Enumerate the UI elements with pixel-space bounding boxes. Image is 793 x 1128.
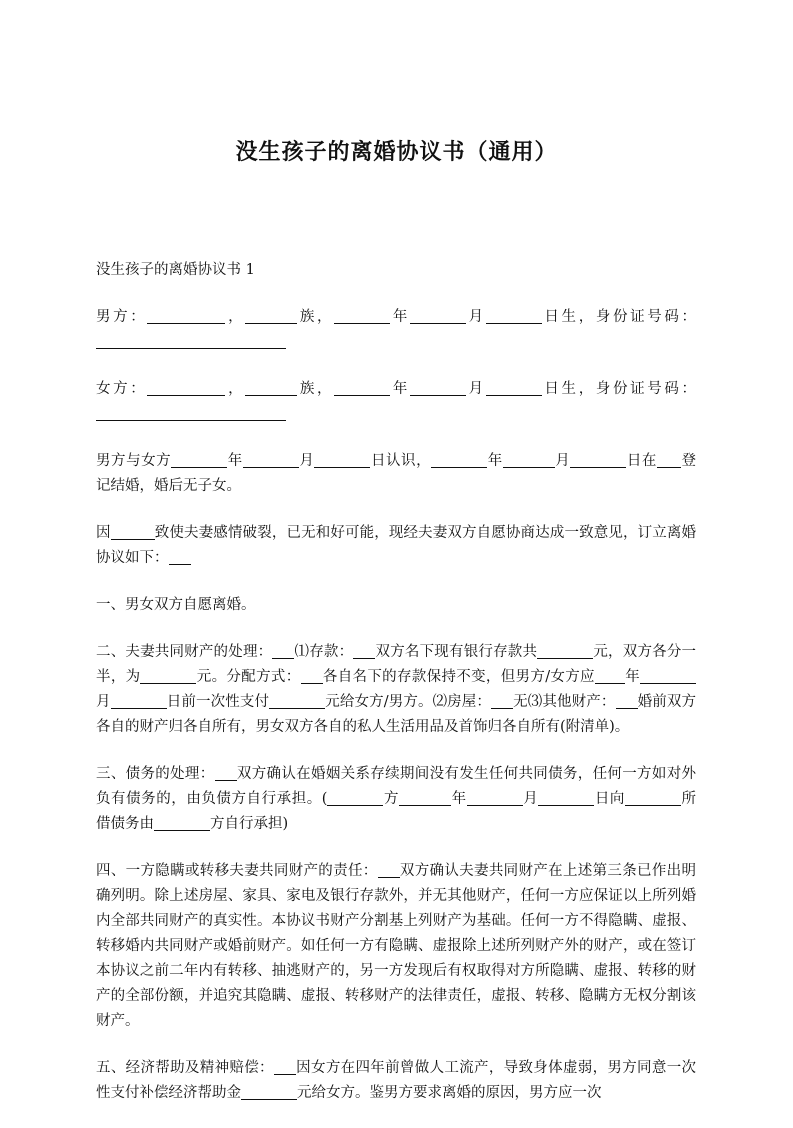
clause-5	[96, 1056, 696, 1106]
paragraph-reason	[96, 521, 696, 571]
text-segment: 男方：	[96, 309, 148, 325]
clause-1	[96, 593, 696, 618]
text-segment: 男方与女方	[96, 453, 172, 469]
fill-in-blank	[378, 863, 400, 879]
fill-in-blank	[272, 644, 294, 660]
fill-in-blank	[353, 644, 375, 660]
text-segment: 日生，身份证号码：	[541, 381, 697, 397]
fill-in-blank	[171, 453, 227, 469]
text-segment: 月	[554, 453, 571, 469]
fill-in-blank	[399, 791, 451, 807]
text-segment: 元给女方。鉴男方要求离婚的原因，男方应一次	[297, 1085, 602, 1101]
text-segment: 四、一方隐瞒或转移夫妻共同财产的责任：	[96, 863, 378, 879]
fill-in-blank	[274, 1060, 296, 1076]
text-segment: 年	[487, 453, 503, 469]
text-segment: 年	[390, 381, 410, 397]
fill-in-blank	[241, 1085, 297, 1101]
fill-in-blank	[169, 550, 191, 566]
fill-in-blank	[245, 381, 297, 397]
text-segment: 日在	[626, 453, 657, 469]
text-segment: 日认识，	[370, 453, 432, 469]
paragraph-male-party	[96, 305, 696, 355]
text-segment: 女方：	[96, 381, 148, 397]
fill-in-blank	[243, 453, 299, 469]
text-segment: 族，	[297, 309, 335, 325]
text-segment: 双方名下现有银行存款共	[375, 644, 538, 660]
fill-in-blank	[245, 309, 297, 325]
fill-in-blank	[111, 525, 155, 541]
text-segment: 登记结婚，婚后无子女。	[96, 453, 697, 494]
fill-in-blank	[486, 381, 542, 397]
fill-in-blank	[616, 694, 638, 710]
text-segment: 三、债务的处理：	[96, 766, 215, 782]
fill-in-blank	[147, 381, 225, 397]
text-segment: 日前一次性支付	[166, 694, 270, 710]
text-segment: 月	[96, 694, 111, 710]
clause-3	[96, 762, 696, 837]
fill-in-blank	[537, 644, 593, 660]
paragraph-marriage	[96, 449, 696, 499]
text-segment: 年	[227, 453, 243, 469]
fill-in-blank	[538, 791, 594, 807]
clause-2	[96, 640, 696, 740]
fill-in-blank	[301, 669, 323, 685]
text-segment: 因	[96, 525, 111, 541]
fill-in-blank	[334, 309, 390, 325]
text-segment: 因女方在四年前曾做人工流产，导致身体虚弱，男方同意一次性支付补偿经济帮助金	[96, 1060, 697, 1101]
paragraph-heading	[96, 258, 696, 283]
text-segment: 月	[298, 453, 315, 469]
fill-in-blank	[96, 334, 286, 350]
text-segment: 致使夫妻感情破裂，已无和好可能，现经夫妻双方自愿协商达成一致意见，订立离婚协议如下：	[96, 525, 697, 566]
text-segment: 各自名下的存款保持不变，但男方/女方应	[322, 669, 595, 685]
text-segment: 双方确认在婚姻关系存续期间没有发生任何共同债务，任何一方如对外负有债务的，由负债方自行承担。(	[96, 766, 697, 807]
text-segment: 元。分配方式：	[196, 669, 301, 685]
text-segment: 月	[522, 791, 539, 807]
fill-in-blank	[111, 694, 167, 710]
text-segment: 月	[465, 381, 486, 397]
fill-in-blank	[410, 381, 466, 397]
text-segment: 没生孩子的离婚协议书 1	[96, 262, 255, 278]
text-segment: 族，	[297, 381, 335, 397]
document-title: 没生孩子的离婚协议书（通用）	[235, 140, 558, 165]
fill-in-blank	[657, 453, 681, 469]
text-segment: 年	[624, 669, 641, 685]
fill-in-blank	[431, 453, 487, 469]
fill-in-blank	[486, 309, 542, 325]
fill-in-blank	[491, 694, 513, 710]
text-segment: ，	[225, 381, 246, 397]
fill-in-blank	[334, 381, 390, 397]
fill-in-blank	[147, 309, 225, 325]
fill-in-blank	[269, 694, 325, 710]
text-segment: 双方确认夫妻共同财产在上述第三条已作出明确列明。除上述房屋、家具、家电及银行存款外，并无其他财产，任何一方应保证以上所列婚内全部共同财产的真实性。本协议书财产分割基上列财产为基础。任何一方不得隐瞒、虚报、转移婚内共同财产或婚前财产。如任何一方有隐瞒、虚报除上述所列财产外的财产，或在签订本协议之前二年内有转移、抽逃财产的，另一方发现后有权取得对方所隐瞒、虚报、转移的财产的全部份额，并追究其隐瞒、虚报、转移财产的法律责任，虚报、转移、隐瞒方无权分割该财产。	[96, 863, 697, 1029]
fill-in-blank	[327, 791, 383, 807]
text-segment: 元给女方/男方。⑵房屋：	[325, 694, 492, 710]
fill-in-blank	[215, 766, 237, 782]
text-segment: 年	[390, 309, 410, 325]
text-segment: 月	[465, 309, 486, 325]
text-segment: 所借债务由	[96, 791, 697, 832]
text-segment: 五、经济帮助及精神赔偿：	[96, 1060, 274, 1076]
fill-in-blank	[625, 791, 681, 807]
fill-in-blank	[410, 309, 466, 325]
fill-in-blank	[314, 453, 370, 469]
text-segment: ⑴存款：	[294, 644, 354, 660]
document-body	[96, 258, 696, 1128]
fill-in-blank	[570, 453, 626, 469]
text-segment: 日向	[594, 791, 625, 807]
text-segment: 一、男女双方自愿离婚。	[96, 597, 256, 613]
text-segment: 年	[451, 791, 467, 807]
text-segment: 元，双方各分一半，为	[96, 644, 697, 685]
fill-in-blank	[154, 816, 210, 832]
fill-in-blank	[595, 669, 625, 685]
text-segment: ，	[225, 309, 246, 325]
text-segment: 无⑶其他财产：	[513, 694, 616, 710]
text-segment: 日生，身份证号码：	[541, 309, 697, 325]
clause-4	[96, 859, 696, 1034]
fill-in-blank	[640, 669, 696, 685]
paragraph-female-party	[96, 377, 696, 427]
fill-in-blank	[140, 669, 196, 685]
text-segment: 方自行承担)	[210, 816, 289, 832]
text-segment: 婚前双方各自的财产归各自所有，男女双方各自的私人生活用品及首饰归各自所有(附清单)。	[96, 694, 697, 735]
text-segment: 方	[383, 791, 400, 807]
fill-in-blank	[503, 453, 555, 469]
fill-in-blank	[96, 406, 286, 422]
fill-in-blank	[467, 791, 523, 807]
text-segment: 二、夫妻共同财产的处理：	[96, 644, 273, 660]
